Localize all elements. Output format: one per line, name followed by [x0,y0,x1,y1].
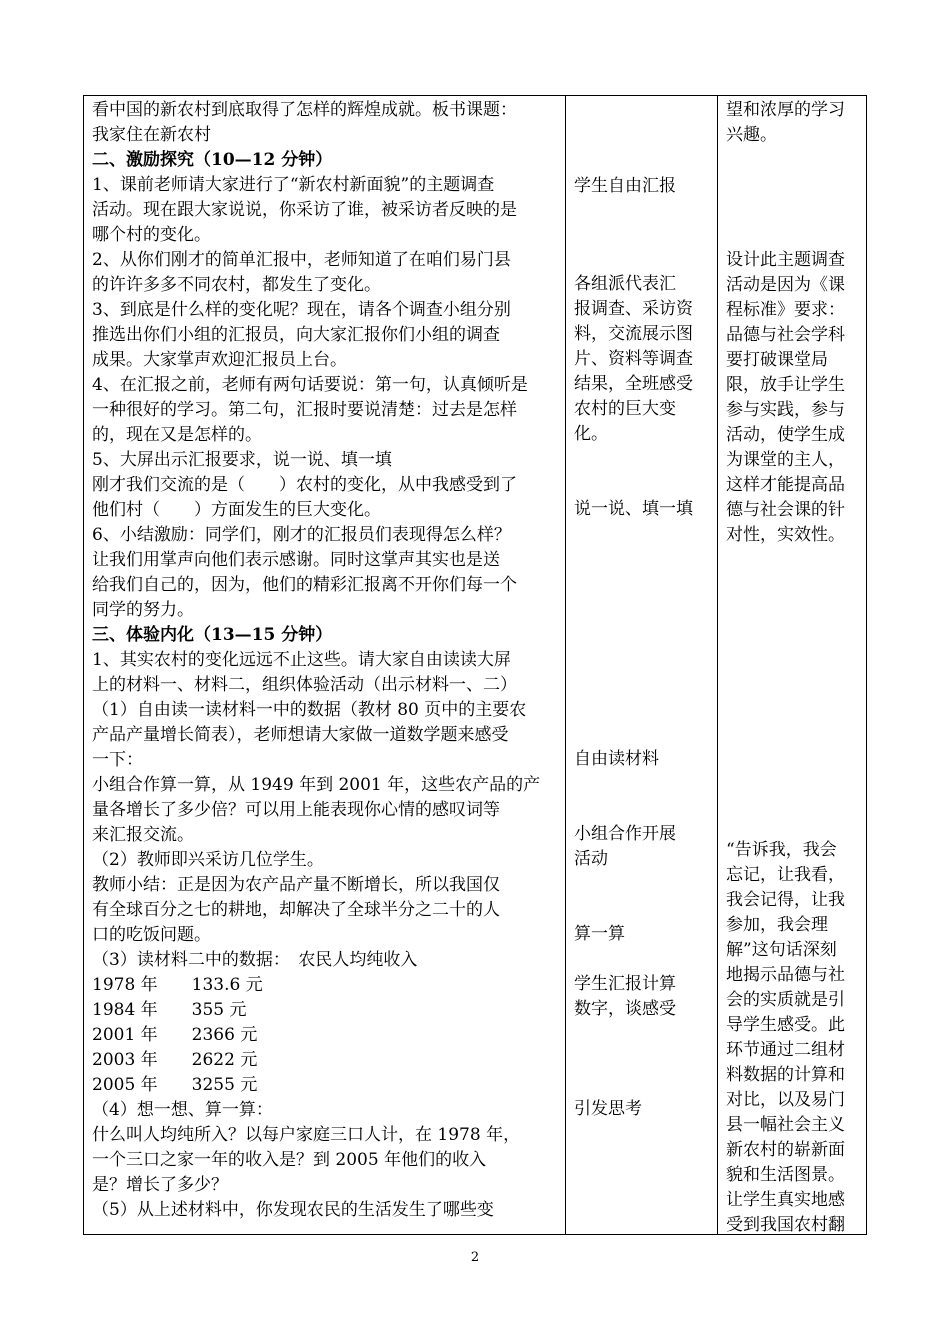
text-line: 忘记，让我看， [726,865,845,885]
text-line: 我会记得，让我 [726,890,845,910]
text-line: 县一幅社会主义 [726,1115,845,1135]
page-number: 2 [470,1250,480,1265]
text-line: 3、到底是什么样的变化呢？现在，请各个调查小组分别 [92,300,511,320]
text-line: 参加，我会理 [726,915,828,935]
income-row: 1978 年 133.6 元 [92,975,263,995]
text-line: 料，交流展示图 [574,324,693,344]
text-line: 自由读材料 [574,749,659,769]
text-line: 2、从你们刚才的简单汇报中，老师知道了在咱们易门县 [92,250,511,270]
section-heading: 三、体验内化（13—15 分钟） [92,625,333,645]
text-line: 活动是因为《课 [726,275,845,295]
text-line: 参与实践，参与 [726,400,845,420]
text-line: （1）自由读一读材料一中的数据（教材 80 页中的主要农 [92,700,527,720]
text-line: 量各增长了多少倍？可以用上能表现你心情的感叹词等 [92,800,500,820]
text-line: 看中国的新农村到底取得了怎样的辉煌成就。板书课题： [92,100,517,120]
text-line: 各组派代表汇 [574,274,676,294]
text-line: 5、大屏出示汇报要求，说一说、填一填 [92,450,392,470]
income-row: 2005 年 3255 元 [92,1075,258,1095]
text-line: 解”这句话深刻 [726,940,837,960]
text-line: （5）从上述材料中，你发现农民的生活发生了哪些变 [92,1200,494,1220]
text-line: 口的吃饭问题。 [92,925,211,945]
text-line: 兴趣。 [726,125,777,145]
text-line: 学生汇报计算 [574,974,676,994]
column-divider [565,96,566,1234]
text-line: 地揭示品德与社 [726,965,845,985]
text-line: 数字，谈感受 [574,999,676,1019]
income-row: 2003 年 2622 元 [92,1050,258,1070]
text-line: 貌和生活图景。 [726,1165,845,1185]
text-line: 新农村的崭新面 [726,1140,845,1160]
text-line: 料数据的计算和 [726,1065,845,1085]
text-line: 是？增长了多少？ [92,1175,228,1195]
text-line: 德与社会课的针 [726,500,845,520]
text-line: 刚才我们交流的是（ ）农村的变化，从中我感受到了 [92,475,517,495]
text-line: 要打破课堂局 [726,350,828,370]
text-line: 让我们用掌声向他们表示感谢。同时这掌声其实也是送 [92,550,500,570]
text-line: 品德与社会学科 [726,325,845,345]
text-line: 什么叫人均纯所入？以每户家庭三口人计，在 1978 年， [92,1125,521,1145]
text-line: 会的实质就是引 [726,990,845,1010]
text-line: 导学生感受。此 [726,1015,845,1035]
text-line: 为课堂的主人， [726,450,845,470]
text-line: 报调查、采访资 [574,299,693,319]
text-line: “告诉我，我会 [726,840,837,860]
text-line: 来汇报交流。 [92,825,194,845]
column-divider [717,96,718,1234]
text-line: 望和浓厚的学习 [726,100,845,120]
text-line: 对比，以及易门 [726,1090,845,1110]
text-line: 一个三口之家一年的收入是？到 2005 年他们的收入 [92,1150,487,1170]
text-line: 6、小结激励：同学们，刚才的汇报员们表现得怎么样？ [92,525,511,545]
text-line: 受到我国农村翻 [726,1215,845,1235]
text-line: 同学的努力。 [92,600,194,620]
text-line: （3）读材料二中的数据： 农民人均纯收入 [92,950,418,970]
text-line: 给我们自己的，因为，他们的精彩汇报离不开你们每一个 [92,575,517,595]
text-line: （4）想一想、算一算： [92,1100,273,1120]
income-row: 2001 年 2366 元 [92,1025,258,1045]
text-line: 1、课前老师请大家进行了“新农村新面貌”的主题调查 [92,175,495,195]
text-line: 设计此主题调查 [726,250,845,270]
text-line: 教师小结：正是因为农产品产量不断增长，所以我国仅 [92,875,500,895]
text-line: 成果。大家掌声欢迎汇报员上台。 [92,350,347,370]
text-line: 片、资料等调查 [574,349,693,369]
text-line: 说一说、填一填 [574,499,693,519]
text-line: 化。 [574,424,608,444]
text-line: 上的材料一、材料二，组织体验活动（出示材料一、二） [92,675,517,695]
text-line: 农村的巨大变 [574,399,676,419]
text-line: 哪个村的变化。 [92,225,211,245]
lesson-plan-table [83,95,867,1235]
text-line: 这样才能提高品 [726,475,845,495]
text-line: 环节通过二组材 [726,1040,845,1060]
text-line: 引发思考 [574,1099,642,1119]
text-line: 的许许多多不同农村，都发生了变化。 [92,275,381,295]
text-line: （2）教师即兴采访几位学生。 [92,850,324,870]
text-line: 结果，全班感受 [574,374,693,394]
text-line: 推选出你们小组的汇报员，向大家汇报你们小组的调查 [92,325,500,345]
text-line: 一下： [92,750,143,770]
text-line: 小组合作算一算，从 1949 年到 2001 年，这些农产品的产 [92,775,541,795]
text-line: 活动 [574,849,608,869]
text-line: 我家住在新农村 [92,125,211,145]
text-line: 一种很好的学习。第二句，汇报时要说清楚：过去是怎样 [92,400,517,420]
text-line: 程标准》要求： [726,300,845,320]
text-line: 他们村（ ）方面发生的巨大变化。 [92,500,381,520]
text-line: 产品产量增长简表），老师想请大家做一道数学题来感受 [92,725,509,745]
text-line: 的，现在又是怎样的。 [92,425,262,445]
text-line: 让学生真实地感 [726,1190,845,1210]
text-line: 学生自由汇报 [574,176,676,196]
text-line: 对性，实效性。 [726,525,845,545]
text-line: 小组合作开展 [574,824,676,844]
text-line: 活动，使学生成 [726,425,845,445]
text-line: 1、其实农村的变化远远不止这些。请大家自由读读大屏 [92,650,511,670]
text-line: 活动。现在跟大家说说，你采访了谁，被采访者反映的是 [92,200,517,220]
text-line: 有全球百分之七的耕地，却解决了全球半分之二十的人 [92,900,500,920]
section-heading: 二、激励探究（10—12 分钟） [92,150,333,170]
text-line: 限，放手让学生 [726,375,845,395]
income-row: 1984 年 355 元 [92,1000,247,1020]
text-line: 算一算 [574,924,625,944]
text-line: 4、在汇报之前，老师有两句话要说：第一句，认真倾听是 [92,375,528,395]
